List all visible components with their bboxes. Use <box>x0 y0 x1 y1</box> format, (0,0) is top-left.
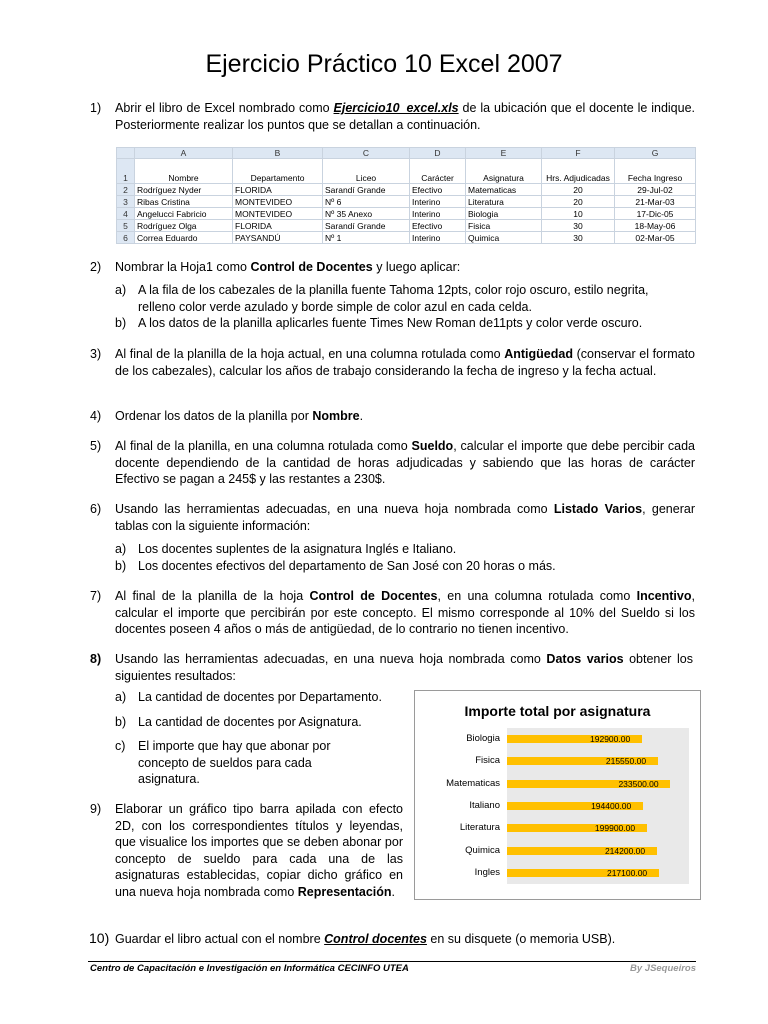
item-8c-letter: c) <box>115 739 126 753</box>
item-7-number: 7) <box>90 589 102 603</box>
item-4-number: 4) <box>90 409 102 423</box>
table-cell: Rodríguez Olga <box>135 220 233 232</box>
table-cell: Interino <box>410 232 466 244</box>
table-cell: FLORIDA <box>233 184 323 196</box>
table-cell: 10 <box>542 208 615 220</box>
item-6-part-a: Usando las herramientas adecuadas, en una nueva hoja nombrada como <box>115 502 554 516</box>
table-cell: 20 <box>542 184 615 196</box>
column-header: E <box>466 148 542 159</box>
item-7-bold: Control de Docentes <box>309 589 438 603</box>
item-10-number: 10) <box>89 930 110 946</box>
item-1-number: 1) <box>90 101 102 115</box>
item-2a-text: A la fila de los cabezales de la planilla fuente Tahoma 12pts, color rojo oscuro, estilo negrita, relleno color verde azulado y borde simple de color azul en cada celda. <box>138 283 649 314</box>
table-cell: Biologia <box>466 208 542 220</box>
table-cell: Sarandí Grande <box>323 220 410 232</box>
item-6b-letter: b) <box>115 559 127 573</box>
chart-title: Importe total por asignatura <box>464 703 651 719</box>
item-6-number: 6) <box>90 502 102 516</box>
item-6-part-b: , generar tablas con la siguiente información: <box>115 502 695 533</box>
item-2-part-a: Nombrar la Hoja1 como <box>115 260 251 274</box>
data-label: 233500.00 <box>618 778 659 789</box>
item-8c-text: El importe que hay que abonar por concepto de sueldos para cada asignatura. <box>138 739 331 786</box>
footer-author: By JSequeiros <box>630 963 696 974</box>
column-header: D <box>410 148 466 159</box>
header-cell: Nombre <box>135 159 233 184</box>
table-cell: Ribas Cristina <box>135 196 233 208</box>
item-2-bold: Control de Docentes <box>250 260 373 274</box>
item-2-text <box>115 259 695 276</box>
item-8-text <box>115 651 693 684</box>
category-label: Literatura <box>459 822 500 834</box>
table-cell: Efectivo <box>410 184 466 196</box>
spreadsheet-preview <box>116 147 696 244</box>
data-label: 192900.00 <box>590 734 631 745</box>
item-8b-letter: b) <box>115 715 127 729</box>
column-header: A <box>135 148 233 159</box>
item-1-part-a: Abrir el libro de Excel nombrado como <box>115 101 334 115</box>
category-label: Biologia <box>466 733 500 745</box>
item-8a-text: La cantidad de docentes por Departamento. <box>138 690 382 704</box>
table-cell: Rodríguez Nyder <box>135 184 233 196</box>
column-header: C <box>323 148 410 159</box>
page-title: Ejercicio Práctico 10 Excel 2007 <box>205 50 563 78</box>
item-6b-text: Los docentes efectivos del departamento de San José con 20 horas o más. <box>138 559 556 573</box>
header-cell: Hrs. Adjudicadas <box>542 159 615 184</box>
table-cell: Nº 35 Anexo <box>323 208 410 220</box>
table-cell: Nº 1 <box>323 232 410 244</box>
row-number: 1 <box>117 159 135 184</box>
item-4-part-b: . <box>359 409 364 423</box>
table-cell: Nº 6 <box>323 196 410 208</box>
table-cell: Correa Eduardo <box>135 232 233 244</box>
table-cell: 18-May-06 <box>615 220 696 232</box>
item-2-number: 2) <box>90 260 102 274</box>
item-2a-letter: a) <box>115 283 127 297</box>
footer-divider <box>88 961 696 962</box>
item-9-text <box>115 801 403 900</box>
table-cell: MONTEVIDEO <box>233 208 323 220</box>
item-5-bold: Sueldo <box>411 439 454 453</box>
table-cell: Sarandí Grande <box>323 184 410 196</box>
table-cell: FLORIDA <box>233 220 323 232</box>
category-label: Ingles <box>474 866 500 878</box>
item-6a-letter: a) <box>115 542 127 556</box>
item-5-part-b: , calcular el importe que debe percibir cada docente dependiendo de la cantidad de horas adjudicadas y sabiendo que las horas de carácter Efectivo se pagan a 245$ y las restantes a 230$. <box>115 439 695 486</box>
category-label: Matematicas <box>446 777 500 789</box>
table-header-row <box>117 159 696 184</box>
row-number: 2 <box>117 184 135 196</box>
data-label: 194400.00 <box>591 801 632 811</box>
table-cell: Interino <box>410 208 466 220</box>
table-cell: 02-Mar-05 <box>615 232 696 244</box>
table-cell: Literatura <box>466 196 542 208</box>
data-label: 215550.00 <box>605 756 647 767</box>
item-10-part-a: Guardar el libro actual con el nombre <box>115 932 325 946</box>
category-label: Quimica <box>465 844 500 856</box>
item-5-part-a: Al final de la planilla, en una columna rotulada como <box>115 439 412 453</box>
header-cell: Fecha Ingreso <box>615 159 696 184</box>
bar-chart <box>414 690 701 900</box>
item-8-number: 8) <box>90 652 102 666</box>
item-9-part-b: . <box>391 884 396 899</box>
column-header: B <box>233 148 323 159</box>
select-all-corner <box>117 148 135 159</box>
item-6-text <box>115 501 695 534</box>
item-8-bold: Datos varios <box>546 652 624 666</box>
table-cell: Interino <box>410 196 466 208</box>
item-3-text <box>115 346 695 379</box>
item-5-text <box>115 438 695 488</box>
table-cell: 21-Mar-03 <box>615 196 696 208</box>
item-7-part-a: Al final de la planilla de la hoja <box>115 589 310 603</box>
item-4-part-a: Ordenar los datos de la planilla por <box>115 409 313 423</box>
item-4-text <box>115 408 695 425</box>
table-cell: Angelucci Fabricio <box>135 208 233 220</box>
item-6-bold: Listado Varios <box>553 502 643 516</box>
header-cell: Liceo <box>323 159 410 184</box>
header-cell: Carácter <box>410 159 466 184</box>
item-6a-text: Los docentes suplentes de la asignatura Inglés e Italiano. <box>138 542 457 556</box>
item-7-bold-2: Incentivo <box>636 589 692 603</box>
row-number: 6 <box>117 232 135 244</box>
item-7-text <box>115 588 695 638</box>
item-3-number: 3) <box>90 347 102 361</box>
item-2b-letter: b) <box>115 316 127 330</box>
item-1-text <box>115 100 695 133</box>
item-2b-text: A los datos de la planilla aplicarles fuente Times New Roman de11pts y color verde oscuro. <box>138 316 643 330</box>
table-row <box>117 184 696 196</box>
column-header-row <box>117 148 696 159</box>
item-8a-letter: a) <box>115 690 127 704</box>
data-label: 199900.00 <box>594 823 636 834</box>
item-7-part-b: , en una columna rotulada como <box>437 589 637 603</box>
header-cell: Asignatura <box>466 159 542 184</box>
item-1-filename: Ejercicio10_excel.xls <box>333 101 459 115</box>
item-3-part-b: (conservar el formato de los cabezales), calcular los años de trabajo considerando la fecha de ingreso y la fecha actual. <box>115 347 695 378</box>
item-8-part-a: Usando las herramientas adecuadas, en una nueva hoja nombrada como <box>115 652 547 666</box>
item-1-part-b: de la ubicación que el docente le indique. Posteriormente realizar los puntos que se detallan a continuación. <box>115 101 696 132</box>
table-cell: Quimica <box>466 232 542 244</box>
item-10-part-b: en su disquete (o memoria USB). <box>426 932 616 946</box>
table-cell: 29-Jul-02 <box>615 184 696 196</box>
item-8b-text: La cantidad de docentes por Asignatura. <box>138 715 362 729</box>
table-cell: MONTEVIDEO <box>233 196 323 208</box>
table-cell: Matematicas <box>466 184 542 196</box>
item-7-part-c: , calcular el importe que percibirán por este concepto. El mismo corresponde al 10% del Sueldo si los docentes poseen 4 años o más de antigüedad, de lo contrario no tienen incentivo. <box>115 589 695 636</box>
table-cell: 30 <box>542 220 615 232</box>
table-cell: PAYSANDÚ <box>233 232 323 244</box>
item-5-number: 5) <box>90 439 102 453</box>
table-cell: 20 <box>542 196 615 208</box>
item-9-number: 9) <box>90 802 102 816</box>
row-number: 5 <box>117 220 135 232</box>
item-3-bold: Antigüedad <box>504 347 573 361</box>
item-10-filename: Control docentes <box>324 932 427 946</box>
table-cell: 17-Dic-05 <box>615 208 696 220</box>
data-label: 214200.00 <box>604 845 646 856</box>
table-cell: Efectivo <box>410 220 466 232</box>
item-3-part-a: Al final de la planilla de la hoja actual, en una columna rotulada como <box>115 347 505 361</box>
category-label: Italiano <box>469 800 500 811</box>
item-10-text <box>115 931 715 948</box>
table-row <box>117 196 696 208</box>
table-cell: Fisica <box>466 220 542 232</box>
row-number: 3 <box>117 196 135 208</box>
header-cell: Departamento <box>233 159 323 184</box>
data-label: 217100.00 <box>606 867 648 878</box>
item-4-bold: Nombre <box>312 409 360 423</box>
item-2-part-b: y luego aplicar: <box>372 260 461 274</box>
table-row <box>117 232 696 244</box>
category-label: Fisica <box>475 755 500 767</box>
table-row <box>117 220 696 232</box>
row-number: 4 <box>117 208 135 220</box>
table-row <box>117 208 696 220</box>
column-header: F <box>542 148 615 159</box>
column-header: G <box>615 148 696 159</box>
footer-institution: Centro de Capacitación e Investigación en Informática CECINFO UTEA <box>90 963 409 974</box>
item-9-bold: Representación <box>297 884 392 899</box>
item-9-part-a: Elaborar un gráfico tipo barra apilada con efecto 2D, con los correspondientes títulos y leyendas, que visualice los importes que se deben abonar por concepto de sueldo para cada una de las asignaturas establecidas, copiar dicho gráfico en una nueva hoja nombrada como <box>115 802 403 899</box>
item-8-part-b: obtener los siguientes resultados: <box>115 652 693 683</box>
table-cell: 30 <box>542 232 615 244</box>
